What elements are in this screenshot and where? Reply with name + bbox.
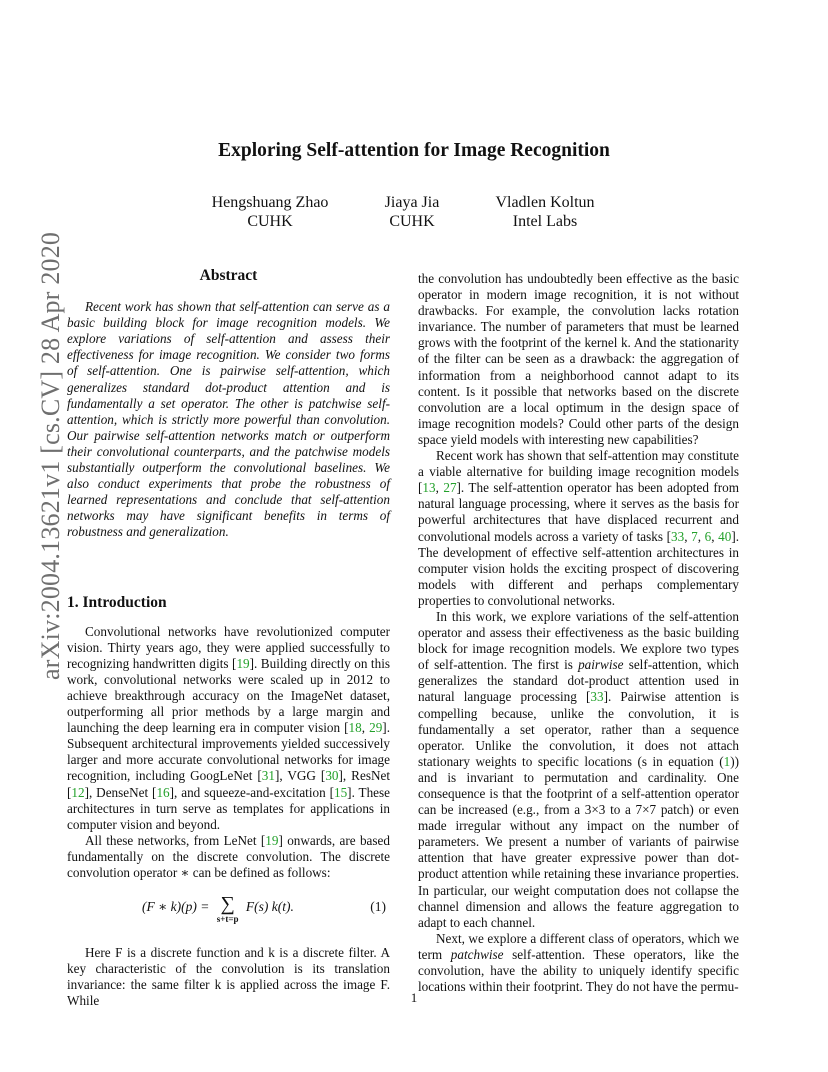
- author-3: [484, 193, 606, 231]
- introduction-heading: 1. Introduction: [67, 593, 167, 611]
- right-paragraph-4: Next, we explore a different class of operators, which we term patchwise self-attention. These operators, like the convolution, have the ability to uniquely identify specific locations within their footprint. They do not have the permu-: [418, 930, 740, 995]
- citation-link[interactable]: 18: [348, 720, 362, 736]
- citation-link[interactable]: 27: [443, 480, 457, 496]
- author-affiliation: CUHK: [389, 213, 435, 230]
- equation-lhs: (F ∗ k)(p) =: [142, 899, 210, 915]
- author-block: [0, 193, 828, 241]
- equation-number: (1): [370, 899, 386, 915]
- citation-link[interactable]: 19: [265, 832, 279, 848]
- citation-link[interactable]: 30: [325, 768, 339, 784]
- right-paragraph-3: In this work, we explore variations of the self-attention operator and assess their effectiveness as the basic building block for image recognition models. We explore two types of self-attention. The first is pairwise self-attention, which generalizes the standard dot-product attention used in natural language processing [33]. Pairwise attention is compelling because, unlike the convolution, it is fundamentally a set operator, rather than a sequence operator. Unlike the convolution, it does not attach stationary weights to specific locations (s in equation (1)) and is invariant to permutation and cardinality. One consequence is that the footprint of a self-attention operator can be increased (e.g., from a 3×3 to a 7×7 patch) or even made irregular without any impact on the number of parameters. We present a number of variants of pairwise attention that have greater expressive power than dot-product attention while retaining these invariance properties. In particular, our weight computation does not collapse the channel dimension and allows the feature aggregation to adapt to each channel.: [418, 608, 739, 930]
- author-name: Jiaya Jia: [384, 194, 440, 211]
- page-number: 1: [410, 990, 418, 1005]
- author-2: [362, 193, 462, 231]
- equation-body: [142, 893, 294, 929]
- citation-link[interactable]: 33: [671, 528, 685, 544]
- equation-reference-link[interactable]: 1: [723, 753, 731, 769]
- citation-link[interactable]: 13: [422, 480, 436, 496]
- citation-link[interactable]: 16: [156, 784, 170, 800]
- author-1: [200, 193, 340, 231]
- arxiv-identifier: arXiv:2004.13621v1 [cs.CV] 28 Apr 2020: [36, 231, 65, 680]
- citation-link[interactable]: 15: [333, 784, 348, 800]
- summation-index: s+t=p: [216, 914, 239, 925]
- abstract-body: Recent work has shown that self-attention can serve as a basic building block for image recognition models. We explore variations of self-attention and assess their effectiveness for image recognition. We consider two forms of self-attention. One is pairwise self-attention, which generalizes standard dot-product attention and is fundamentally a set operator. The other is patchwise self-attention, which is strictly more powerful than convolution. Our pairwise self-attention networks match or outperform their convolutional counterparts, and the patchwise models substantially outperform the convolutional baselines. We also conduct experiments that probe the robustness of learned representations and conclude that self-attention networks may have significant benefits in terms of robustness and generalization.: [67, 299, 390, 540]
- summation: [217, 895, 239, 925]
- citation-link[interactable]: 19: [236, 655, 250, 671]
- citation-link[interactable]: 29: [369, 720, 383, 736]
- right-column: [418, 271, 739, 995]
- author-affiliation: Intel Labs: [512, 213, 578, 230]
- intro-paragraph-1: Convolutional networks have revolutionized computer vision. Thirty years ago, they were applied successfully to recognizing handwritten digits [19]. Building directly on this work, convolutional networks were scaled up in 2012 to achieve breakthrough accuracy on the ImageNet dataset, outperforming all prior methods by a large margin and launching the deep learning era in computer vision [18, 29]. Subsequent architectural improvements yielded successively larger and more accurate convolutional networks for image recognition, including GoogLeNet [31], VGG [30], ResNet [12], DenseNet [16], and squeeze-and-excitation [15]. These architectures in turn serve as templates for applications in computer vision and beyond.: [67, 623, 390, 832]
- intro-paragraph-3: Here F is a discrete function and k is a discrete filter. A key characteristic of the convolution is its translation invariance: the same filter k is applied across the image F. While: [67, 945, 390, 1009]
- right-paragraph-2: Recent work has shown that self-attention may constitute a viable alternative for building image recognition models [13, 27]. The self-attention operator has been adopted from natural language processing, where it serves as the basis for powerful architectures that have displaced recurrent and convolutional models across a variety of tasks [33, 7, 6, 40]. The development of effective self-attention architectures in computer vision holds the exciting prospect of discovering models with different and perhaps complementary properties to convolutional networks.: [418, 448, 740, 608]
- citation-link[interactable]: 33: [590, 689, 604, 705]
- author-name: Vladlen Koltun: [495, 194, 595, 211]
- intro-paragraph-2: All these networks, from LeNet [19] onwards, are based fundamentally on the discrete convolution. The discrete convolution operator ∗ can be defined as follows:: [67, 832, 390, 880]
- citation-link[interactable]: 40: [718, 528, 732, 544]
- equation-1: [67, 891, 390, 941]
- right-paragraph-1: the convolution has undoubtedly been effective as the basic operator in modern image recognition, it is not without drawbacks. For example, the convolution lacks rotation invariance. The number of parameters that must be learned grows with the footprint of the kernel k. And the stationarity of the filter can be seen as a drawback: the aggregation of information from a neighborhood cannot adapt to its content. Is it possible that networks based on the discrete convolution are a local optimum in the design space of image recognition models? Could other parts of the design space yield models with interesting new capabilities?: [418, 271, 739, 447]
- citation-link[interactable]: 12: [71, 784, 85, 800]
- abstract-heading: Abstract: [199, 267, 258, 284]
- citation-link[interactable]: 6: [704, 528, 712, 544]
- emphasis-pairwise: pairwise: [578, 657, 624, 673]
- left-column: [67, 268, 390, 1009]
- citation-link[interactable]: 31: [261, 768, 275, 784]
- sigma-symbol: ∑: [220, 893, 235, 916]
- emphasis-patchwise: patchwise: [450, 946, 504, 962]
- paper-title: Exploring Self-attention for Image Recognition: [218, 140, 610, 161]
- equation-rhs: F(s) k(t).: [245, 899, 294, 915]
- author-name: Hengshuang Zhao: [211, 194, 329, 211]
- author-affiliation: CUHK: [247, 213, 293, 230]
- citation-link[interactable]: 7: [691, 528, 698, 544]
